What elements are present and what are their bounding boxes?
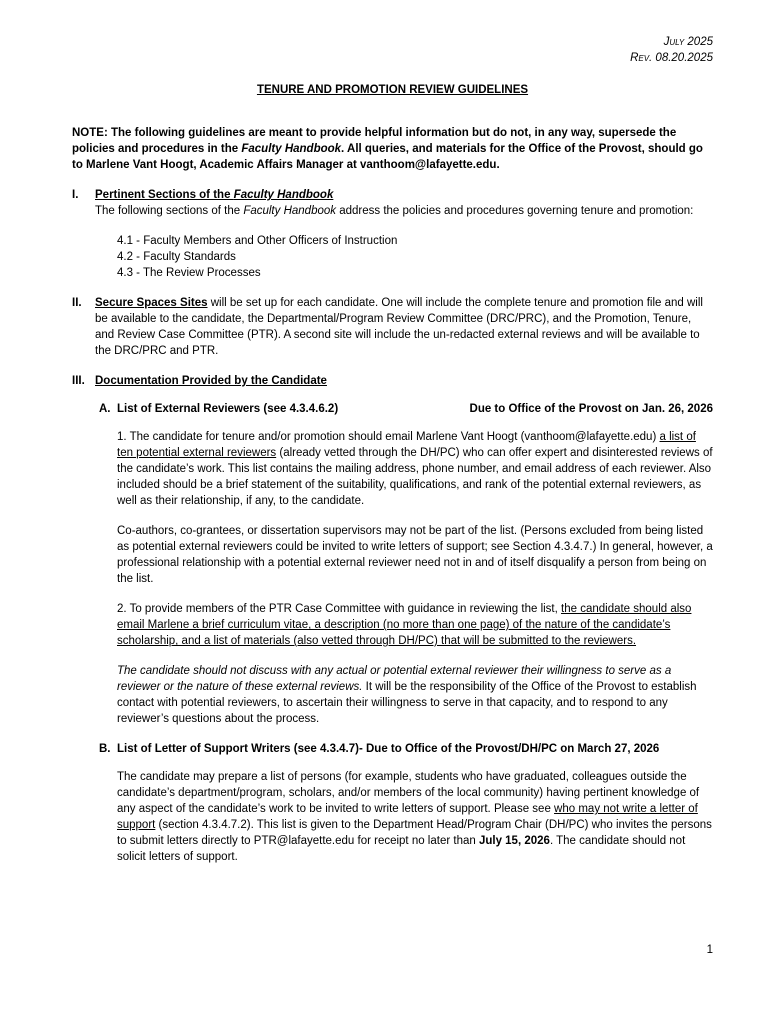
item-b-support-writers bbox=[95, 741, 713, 879]
handbook-section-4-1: 4.1 - Faculty Members and Other Officers of Instruction bbox=[117, 235, 398, 247]
section-1-body bbox=[95, 203, 713, 219]
item-a-p3-underlined: the candidate should also email Marlene a brief curriculum vitae, a description (no more than one page) of the nature of the candidate’s scholarship, and a list of materials (also vetted through DH/PC) that will be submitted to the reviewers. bbox=[117, 603, 692, 647]
item-b-p1-deadline: July 15, 2026 bbox=[478, 835, 550, 847]
document-header bbox=[72, 34, 713, 66]
date-line: July 2025 bbox=[663, 36, 713, 48]
item-a-p1-underlined: a list of ten potential external reviewers bbox=[117, 431, 696, 459]
item-b-p1-underlined: who may not write a letter of support bbox=[117, 803, 698, 831]
item-a-paragraph-3 bbox=[117, 601, 713, 649]
section-1-heading-handbook: Faculty Handbook bbox=[233, 189, 334, 201]
revision-line: Rev. 08.20.2025 bbox=[630, 52, 713, 64]
document-title: TENURE AND PROMOTION REVIEW GUIDELINES bbox=[256, 84, 529, 96]
item-a-p4-italic: The candidate should not discuss with any actual or potential external reviewer their willingness to serve as a reviewer or the nature of these external reviews. bbox=[117, 665, 672, 693]
item-a-label: A. bbox=[99, 403, 111, 415]
handbook-section-4-3: 4.3 - The Review Processes bbox=[117, 267, 261, 279]
item-a-paragraph-1 bbox=[117, 429, 713, 509]
item-b-p1-text-1: The candidate may prepare a list of persons (for example, students who have graduated, colleagues outside the candidate’s department/program, scholars, and/or members of the local community) having pertinent knowledge of any aspect of the candidate’s work to be invited to write letters of support. Please see bbox=[117, 771, 700, 815]
section-2-number: II. bbox=[72, 297, 82, 309]
item-b-p1-text-2: (section 4.3.4.7.2). This list is given to the Department Head/Program Chair (DH/PC) who invites the persons to submit letters directly to PTR@lafayette.edu for receipt no later than bbox=[117, 819, 712, 847]
item-a-heading-row bbox=[117, 401, 713, 417]
section-3-heading: Documentation Provided by the Candidate bbox=[95, 375, 327, 387]
section-1-body-text-1: The following sections of the bbox=[95, 205, 244, 217]
item-a-external-reviewers bbox=[95, 401, 713, 741]
item-a-p4-text: It will be the responsibility of the Office of the Provost to establish contact with potential reviewers, to ascertain their willingness to serve in that capacity, and to respond to any reviewer’s questions about the process. bbox=[117, 681, 697, 725]
faculty-handbook-title: Faculty Handbook bbox=[241, 143, 342, 155]
section-2-secure-spaces bbox=[72, 295, 713, 373]
item-b-label: B. bbox=[99, 743, 111, 755]
section-2-paragraph bbox=[95, 295, 713, 359]
section-1-body-text-2: address the policies and procedures governing tenure and promotion: bbox=[336, 205, 694, 217]
item-a-paragraph-2: Co-authors, co-grantees, or dissertation supervisors may not be part of the list. (Persons excluded from being listed as potential external reviewers could be invited to write letters of support; see Section 4.3.4.7.) In general, however, a professional relationship with a potential external reviewer need not in and of itself disqualify a person from being on the list. bbox=[117, 525, 713, 585]
item-a-heading: List of External Reviewers (see 4.3.4.6.2) bbox=[117, 403, 339, 415]
item-b-heading: List of Letter of Support Writers (see 4.3.4.7)- Due to Office of the Provost/DH/PC on March 27, 2026 bbox=[117, 743, 660, 755]
section-1-number: I. bbox=[72, 189, 79, 201]
handbook-sections-list bbox=[117, 233, 713, 281]
section-1-pertinent-sections bbox=[72, 187, 713, 295]
item-a-p1-text-1: 1. The candidate for tenure and/or promotion should email Marlene Vant Hoogt (vanthoom@lafayette.edu) bbox=[117, 431, 660, 443]
note-text-2: . All queries, and materials for the Office of the Provost, should go to Marlene Vant Hoogt, Academic Affairs Manager at vanthoom@lafayette.edu. bbox=[72, 143, 703, 171]
item-a-paragraph-4 bbox=[117, 663, 713, 727]
note-text-1: NOTE: The following guidelines are meant to provide helpful information but do not, in any way, supersede the policies and procedures in the bbox=[72, 127, 677, 155]
section-3-documentation bbox=[72, 373, 713, 879]
item-a-p1-text-2: (already vetted through the DH/PC) who can offer expert and disinterested reviews of the candidate’s work. This list contains the mailing address, phone number, and email address of each reviewer. Also included should be a brief statement of the suitability, qualifications, and rank of the potential external reviewers, as well as their relationship, if any, to the candidate. bbox=[117, 447, 713, 507]
section-1-heading-text: Pertinent Sections of the bbox=[95, 189, 234, 201]
handbook-section-4-2: 4.2 - Faculty Standards bbox=[117, 251, 236, 263]
section-3-number: III. bbox=[72, 375, 85, 387]
item-b-heading-row bbox=[117, 741, 713, 757]
note-paragraph bbox=[72, 125, 713, 173]
page-number: 1 bbox=[706, 944, 713, 956]
item-b-p1-text-3: . The candidate should not solicit letters of support. bbox=[117, 835, 686, 863]
section-1-body-handbook: Faculty Handbook bbox=[243, 205, 337, 217]
item-b-paragraph-1 bbox=[117, 769, 713, 865]
section-2-text: will be set up for each candidate. One will include the complete tenure and promotion file and will be available to the candidate, the Departmental/Program Review Committee (DRC/PRC), and the Promotion, Tenure, and Review Case Committee (PTR). A second site will include the un-redacted external reviews and will be available to the DRC/PRC and PTR. bbox=[95, 297, 703, 357]
section-1-heading bbox=[95, 187, 713, 203]
item-a-due-date: Due to Office of the Provost on Jan. 26, 2026 bbox=[469, 403, 713, 415]
item-a-p3-text-1: 2. To provide members of the PTR Case Committee with guidance in reviewing the list, bbox=[117, 603, 562, 615]
secure-spaces-sites-label: Secure Spaces Sites bbox=[95, 297, 208, 309]
